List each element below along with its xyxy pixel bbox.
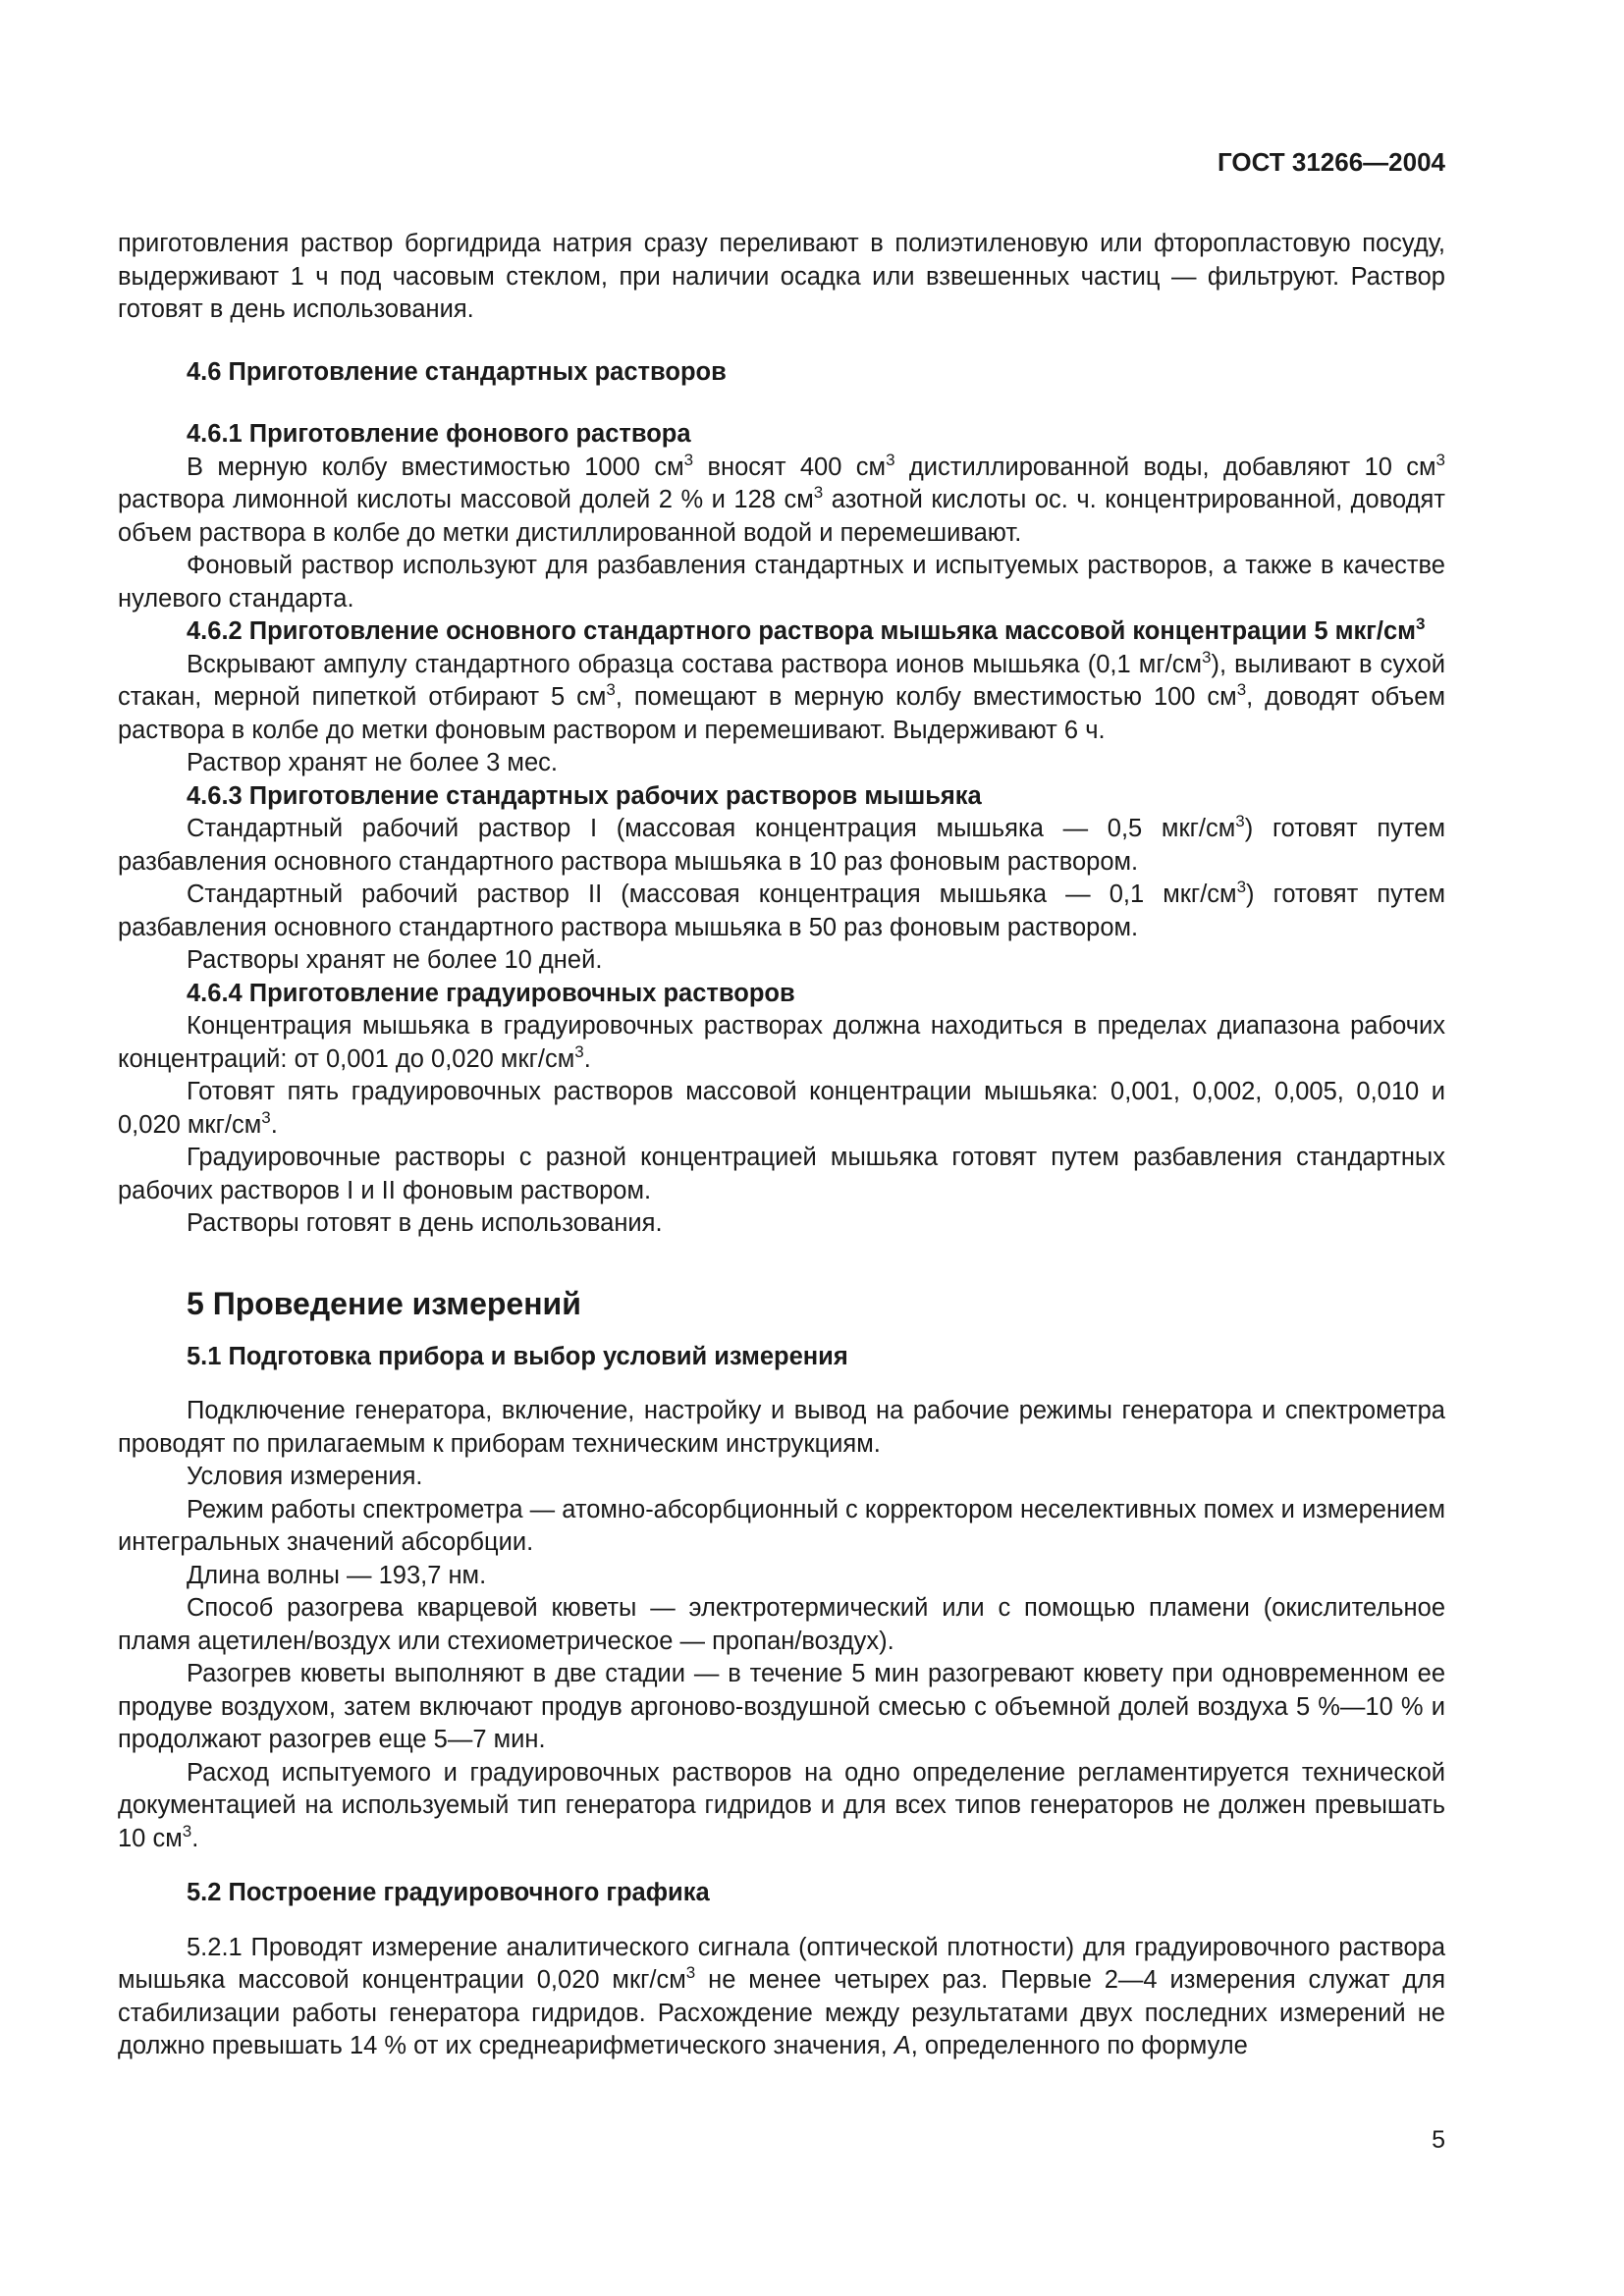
- paragraph: Фоновый раствор используют для разбавления стандартных и испытуемых растворов, а также в качестве нулевого стандарта.: [118, 552, 1445, 613]
- document-body: [118, 228, 1445, 2063]
- paragraph: Способ разогрева кварцевой кюветы — электротермический или с помощью пламени (окислительное пламя ацетилен/воздух или стехиометрическое — пропан/воздух).: [118, 1594, 1445, 1655]
- paragraph: Разогрев кюветы выполняют в две стадии — в течение 5 мин разогревают кювету при одновременном ее продуве воздухом, затем включают продув аргоново-воздушной смесью с объемной долей воздуха 5 %—10 % и продолжают разогрев еще 5—7 мин.: [118, 1660, 1445, 1753]
- section-title-5: 5 Проведение измерений: [187, 1285, 581, 1321]
- heading-4-6: 4.6 Приготовление стандартных растворов: [187, 357, 727, 386]
- paragraph: Режим работы спектрометра — атомно-абсорбционный с корректором неселективных помех и измерением интегральных значений абсорбции.: [118, 1495, 1445, 1556]
- paragraph: Длина волны — 193,7 нм.: [187, 1561, 487, 1589]
- document-header: ГОСТ 31266—2004: [1218, 147, 1445, 177]
- paragraph: 5.2.1 Проводят измерение аналитического сигнала (оптической плотности) для градуировочного раствора мышьяка массовой концентрации 0,020 мкг/$см^3$ не менее четырех раз. Первые 2—4 измерения служат для стабилизации работы генератора гидридов. Расхождение между результатами двух последних измерений не должно превышать 14 % от их среднеарифметического значения, А, определенного по формуле: [118, 1933, 1445, 2059]
- paragraph: Подключение генератора, включение, настройку и вывод на рабочие режимы генератора и спектрометра проводят по прилагаемым к приборам техническим инструкциям.: [118, 1397, 1445, 1458]
- heading-4-6-3: 4.6.3 Приготовление стандартных рабочих растворов мышьяка: [187, 781, 982, 810]
- heading-4-6-4: 4.6.4 Приготовление градуировочных растворов: [187, 979, 795, 1007]
- paragraph: приготовления раствор боргидрида натрия сразу переливают в полиэтиленовую или фторопластовую посуду, выдерживают 1 ч под часовым стеклом, при наличии осадка или взвешенных частиц — фильтруют. Раствор готовят в день использования.: [118, 230, 1445, 323]
- heading-4-6-1: 4.6.1 Приготовление фонового раствора: [187, 420, 691, 448]
- paragraph: Готовят пять градуировочных растворов массовой концентрации мышьяка: 0,001, 0,002, 0,005, 0,010 и 0,020 мкг/$см^3$.: [118, 1078, 1445, 1139]
- heading-5-2: 5.2 Построение градуировочного графика: [187, 1879, 710, 1906]
- paragraph: Раствор хранят не более 3 мес.: [187, 749, 558, 776]
- paragraph: Стандартный рабочий раствор II (массовая концентрация мышьяка — 0,1 мкг/$см^3$) готовят путем разбавления основного стандартного раствора мышьяка в 50 раз фоновым раствором.: [118, 878, 1446, 941]
- paragraph: Стандартный рабочий раствор I (массовая концентрация мышьяка — 0,5 мкг/$см^3$) готовят путем разбавления основного стандартного раствора мышьяка в 10 раз фоновым раствором.: [118, 812, 1445, 876]
- heading-4-6-2: 4.6.2 Приготовление основного стандартного раствора мышьяка массовой концентрации 5 мкг/$см^3$: [187, 614, 1426, 645]
- paragraph: Расход испытуемого и градуировочных растворов на одно определение регламентируется технической документацией на используемый тип генератора гидридов и для всех типов генераторов не должен превышать 10 $см^3$.: [118, 1758, 1445, 1852]
- paragraph: Растворы хранят не более 10 дней.: [187, 946, 603, 974]
- paragraph: Градуировочные растворы с разной концентрацией мышьяка готовят путем разбавления стандартных рабочих растворов I и II фоновым раствором.: [118, 1144, 1445, 1204]
- paragraph: Растворы готовят в день использования.: [187, 1209, 663, 1237]
- heading-5-1: 5.1 Подготовка прибора и выбор условий измерения: [187, 1342, 848, 1370]
- paragraph: Условия измерения.: [187, 1463, 423, 1490]
- page-number: 5: [1432, 2126, 1445, 2154]
- paragraph: Вскрывают ампулу стандартного образца состава раствора ионов мышьяка (0,1 $мг/см^3$), выливают в сухой стакан, мерной пипеткой отбирают 5 $см^3$, помещают в мерную колбу вместимостью 100 $см^3$, доводят объем раствора в колбе до метки фоновым раствором и перемешивают. Выдерживают 6 ч.: [118, 647, 1446, 744]
- paragraph: Концентрация мышьяка в градуировочных растворах должна находиться в пределах диапазона рабочих концентраций: от 0,001 до 0,020 мкг/$см^3$.: [118, 1012, 1445, 1073]
- paragraph: В мерную колбу вместимостью 1000 $см^3$ вносят 400 $см^3$ дистиллированной воды, добавляют 10 $см^3$ раствора лимонной кислоты массовой долей 2 % и 128 $см^3$ азотной кислоты ос. ч. концентрированной, доводят объем раствора в колбе до метки дистиллированной водой и перемешивают.: [118, 450, 1445, 547]
